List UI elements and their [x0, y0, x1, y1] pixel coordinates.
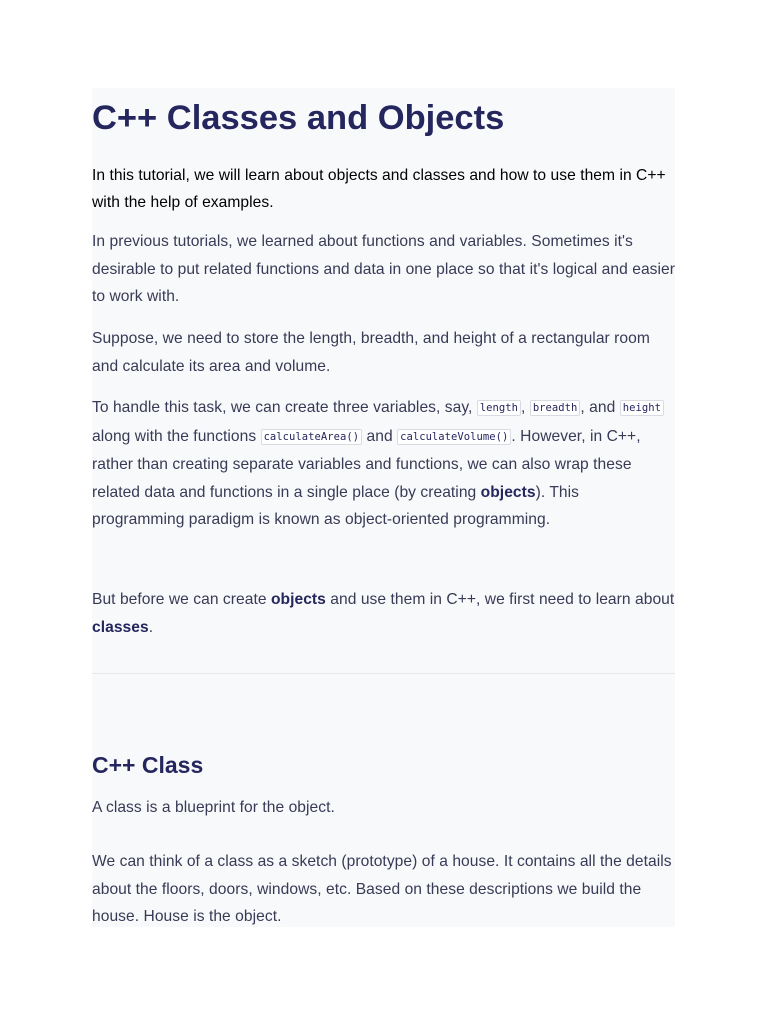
page-title: C++ Classes and Objects — [92, 99, 505, 137]
text-span: But before we can create — [92, 591, 271, 608]
article-content — [92, 88, 675, 927]
bold-objects: objects — [480, 483, 536, 501]
text-span: along with the functions — [92, 427, 261, 445]
paragraph-before-objects — [92, 586, 675, 641]
text-span: and use them in C++, we first need to learn about — [325, 591, 675, 608]
code-calculate-volume: calculateVolume() — [397, 429, 511, 445]
text-span: , and — [580, 399, 620, 416]
paragraph-house-analogy: We can think of a class as a sketch (prototype) of a house. It contains all the details about the floors, doors, windows, etc. Based on these descriptions we build the house. House is the object. — [92, 853, 672, 925]
paragraph-rectangular-room: Suppose, we need to store the length, breadth, and height of a rectangular room and calculate its area and volume. — [92, 330, 650, 375]
text-span: and — [362, 427, 398, 445]
code-calculate-area: calculateArea() — [261, 429, 363, 445]
paragraph-class-blueprint: A class is a blueprint for the object. — [92, 799, 335, 816]
text-span: ). This programming paradigm is known as object-oriented programming. — [92, 483, 579, 528]
text-span: To handle this task, we can create three variables, say, — [92, 399, 477, 416]
section-heading-cpp-class: C++ Class — [92, 752, 204, 778]
code-breadth: breadth — [530, 400, 581, 416]
bold-objects: objects — [270, 591, 326, 608]
text-span: . However, in C++, rather than creating separate variables and functions, we can also wrap these related data and functions in a single place (by creating — [92, 427, 641, 501]
intro-paragraph: In this tutorial, we will learn about objects and classes and how to use them in C++ with the help of examples. — [92, 167, 666, 211]
code-height: height — [620, 400, 664, 416]
section-divider — [92, 673, 675, 674]
text-span: , — [521, 399, 530, 416]
code-length: length — [477, 400, 521, 416]
paragraph-object-oriented — [92, 394, 675, 534]
bold-classes: classes — [92, 618, 149, 636]
paragraph-functions-variables: In previous tutorials, we learned about functions and variables. Sometimes it's desirable to put related functions and data in one place so that it's logical and easier to work with. — [92, 233, 675, 305]
text-span: . — [148, 618, 154, 636]
